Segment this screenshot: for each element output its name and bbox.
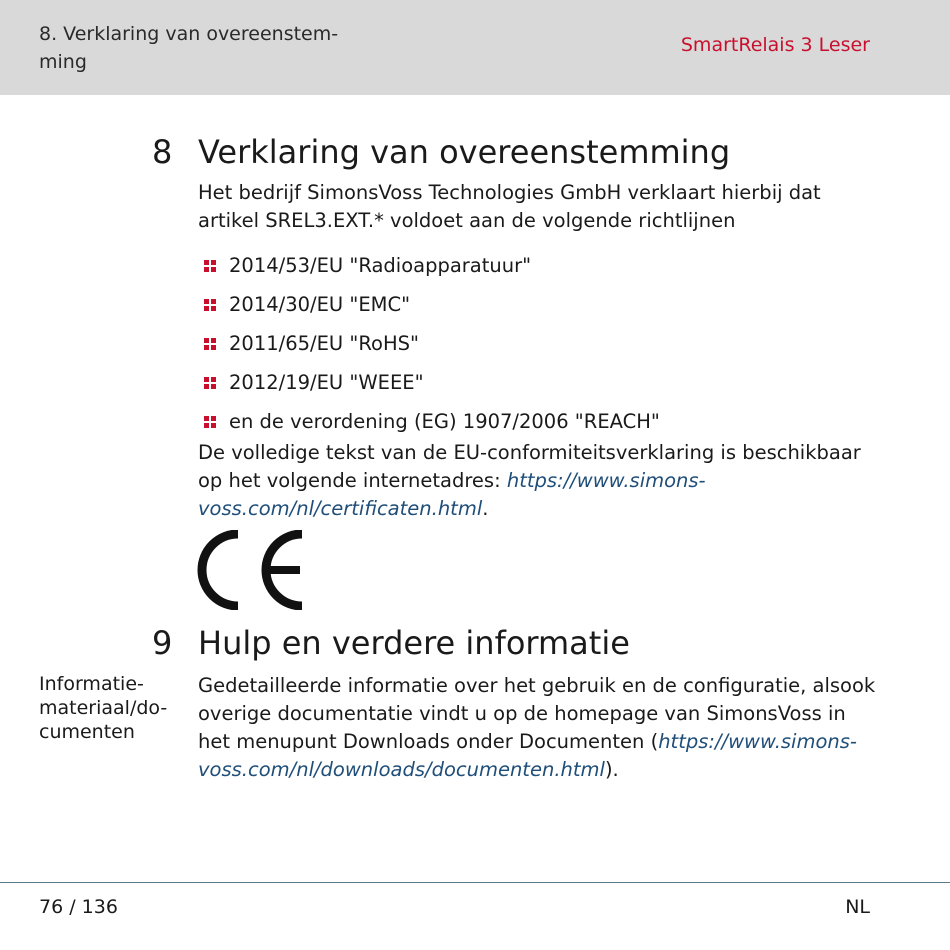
list-item xyxy=(204,324,660,363)
header-product-name: SmartRelais 3 Leser xyxy=(680,34,870,56)
section-8-heading xyxy=(152,133,730,171)
language-code: NL xyxy=(845,896,870,918)
footer-divider xyxy=(0,882,950,883)
section-9-number: 9 xyxy=(152,624,173,662)
section-8-intro: Het bedrijf SimonsVoss Technologies GmbH verklaart hierbij dat artikel SREL3.EXT.* voldoet aan de volgende richtlijnen xyxy=(198,181,821,232)
directive-text: 2014/30/EU "EMC" xyxy=(229,293,411,316)
header-chapter-title: 8. Verklaring van overeenstem- ming xyxy=(39,23,339,73)
margin-note: Informatie- materiaal/do- cumenten xyxy=(39,673,168,743)
section-8-number: 8 xyxy=(152,133,173,171)
bullet-icon xyxy=(204,299,216,311)
page-number: 76 / 136 xyxy=(39,896,118,918)
directive-text: 2014/53/EU "Radioapparatuur" xyxy=(229,254,532,277)
list-item xyxy=(204,246,660,285)
section-9-body xyxy=(198,672,878,784)
section-9-end: ). xyxy=(604,758,619,781)
downloads-link[interactable]: https://www.simons-voss.com/nl/downloads/documenten.html xyxy=(198,730,857,781)
availability-paragraph xyxy=(198,439,878,523)
section-9-title: Hulp en verdere informatie xyxy=(198,624,630,662)
bullet-icon xyxy=(204,260,216,272)
list-item xyxy=(204,363,660,402)
certificates-link[interactable]: https://www.simons-voss.com/nl/certificaten.html xyxy=(198,469,706,520)
list-item xyxy=(204,285,660,324)
section-8-title: Verklaring van overeenstemming xyxy=(198,133,731,171)
availability-text: De volledige tekst van de EU-conformiteitsverklaring is beschikbaar op het volgende internetadres: xyxy=(198,441,861,492)
directives-list xyxy=(204,246,660,441)
bullet-icon xyxy=(204,338,216,350)
directive-text: 2012/19/EU "WEEE" xyxy=(229,371,424,394)
bullet-icon xyxy=(204,416,216,428)
section-9-heading xyxy=(152,624,630,662)
section-9-text: Gedetailleerde informatie over het gebruik en de configuratie, alsook overige documentatie vindt u op de homepage van SimonsVoss in het menupunt Downloads onder Documenten ( xyxy=(198,674,876,753)
directive-text: 2011/65/EU "RoHS" xyxy=(229,332,419,355)
bullet-icon xyxy=(204,377,216,389)
ce-mark-icon xyxy=(196,530,308,614)
page-header xyxy=(0,0,950,95)
list-item xyxy=(204,402,660,441)
availability-end: . xyxy=(482,497,489,520)
directive-text: en de verordening (EG) 1907/2006 "REACH" xyxy=(229,410,660,433)
